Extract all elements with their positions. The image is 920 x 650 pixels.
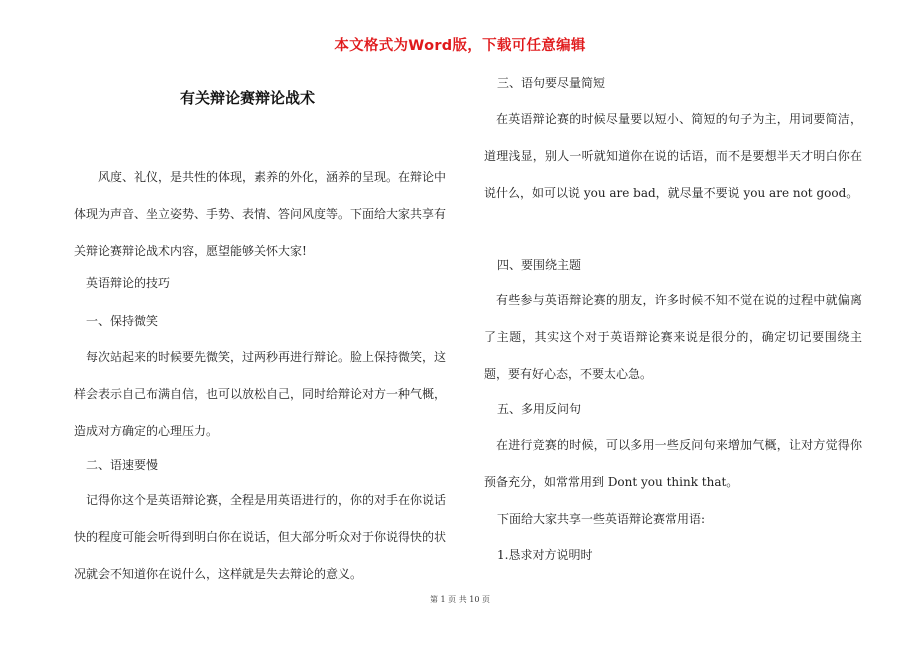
paragraph-6: 下面给大家共享一些英语辩论赛常用语:: [497, 512, 706, 526]
paragraph-2: 记得你这个是英语辩论赛，全程是用英语进行的，你的对手在你说话快的程度可能会听得到明白你在说话，但大部分听众对于你说得快的状况就会不知道你在说什么，这样就是失去辩论的意义。: [74, 493, 447, 581]
paragraph-5: 在进行竞赛的时候，可以多用一些反问句来增加气概，让对方觉得你预备充分，如常常用到 Dont you think that。: [484, 438, 862, 489]
format-banner: 本文格式为Word版，下载可任意编辑: [334, 38, 586, 54]
heading-5: 五、多用反问句: [497, 402, 582, 416]
document-title: 有关辩论赛辩论战术: [180, 89, 316, 107]
paragraph-1: 每次站起来的时候要先微笑，过两秒再进行辩论。脸上保持微笑，这样会表示自己布满自信，也可以放松自己，同时给辩论对方一种气概，造成对方确定的心理压力。: [74, 350, 447, 438]
intro-paragraph: 风度、礼仪，是共性的体现，素养的外化，涵养的呈现。在辩论中体现为声音、坐立姿势、手势、表情、答问风度等。下面给大家共享有关辩论赛辩论战术内容，愿望能够关怀大家!: [74, 170, 447, 258]
paragraph-7: 1.恳求对方说明时: [497, 548, 593, 562]
heading-2: 二、语速要慢: [86, 458, 159, 472]
paragraph-3: 在英语辩论赛的时候尽量要以短小、简短的句子为主，用词要简洁，道理浅显，别人一听就知道你在说的话语，而不是要想半天才明白你在说什么，如可以说 you are bad，就尽量不要说 you are not good。: [484, 112, 862, 200]
section-heading: 英语辩论的技巧: [86, 276, 171, 290]
heading-4: 四、要围绕主题: [497, 258, 582, 272]
heading-1: 一、保持微笑: [86, 314, 159, 328]
heading-3: 三、语句要尽量简短: [497, 76, 606, 90]
page-footer: 第 1 页 共 10 页: [430, 595, 490, 604]
paragraph-4: 有些参与英语辩论赛的朋友，许多时候不知不觉在说的过程中就偏离了主题，其实这个对于英语辩论赛来说是很分的，确定切记要围绕主题，要有好心态，不要太心急。: [484, 293, 862, 381]
